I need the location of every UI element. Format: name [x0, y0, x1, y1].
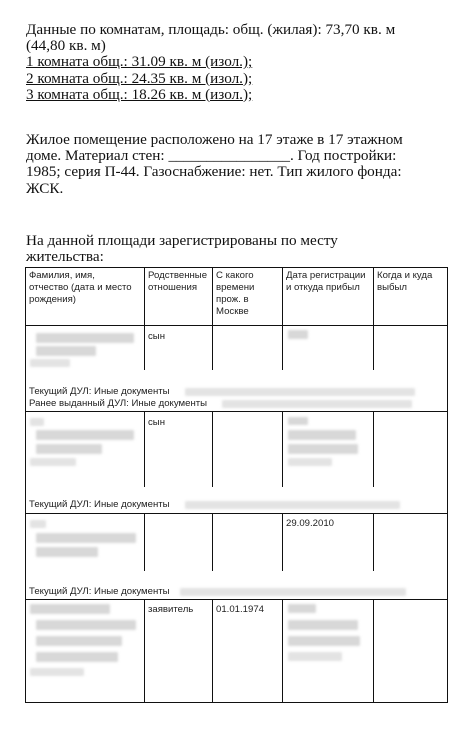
redacted-name — [36, 533, 136, 543]
building-line3: 1985; серия П-44. Газоснабжение: нет. Тип жилого фонда: — [26, 163, 402, 181]
row4-relation: заявитель — [148, 604, 194, 615]
redacted-reg — [288, 330, 308, 339]
redacted-reg — [288, 430, 356, 440]
row1-doc-current: Текущий ДУЛ: Иные документы — [29, 386, 170, 397]
redacted-reg — [288, 636, 360, 646]
header-relation: Родственные отношения — [148, 270, 208, 293]
row1-relation: сын — [148, 331, 165, 342]
room-1-area: 1 комната общ.: 31.09 кв. м (изол.); — [26, 53, 253, 71]
row3-doc-current: Текущий ДУЛ: Иные документы — [29, 586, 170, 597]
redacted-doc — [185, 388, 415, 396]
redacted-doc — [222, 400, 412, 408]
redacted-name — [30, 520, 46, 528]
redacted-name — [30, 359, 70, 367]
redacted-reg — [288, 620, 358, 630]
redacted-reg — [288, 417, 308, 425]
redacted-name — [36, 430, 134, 440]
redacted-name — [36, 620, 136, 630]
building-line2: доме. Материал стен: ________________. Год постройки: — [26, 147, 397, 165]
redacted-reg — [288, 652, 342, 661]
redacted-name — [30, 418, 44, 426]
redacted-name — [36, 444, 102, 454]
registered-line1: На данной площади зарегистрированы по месту — [26, 232, 338, 249]
row4-since: 01.01.1974 — [216, 604, 265, 615]
redacted-name — [36, 346, 96, 356]
header-reg-date: Дата регистрации и откуда прибыл — [286, 270, 366, 293]
redacted-reg — [288, 604, 316, 613]
building-line4: ЖСК. — [26, 179, 64, 197]
redacted-doc — [185, 501, 400, 509]
row2-doc-current: Текущий ДУЛ: Иные документы — [29, 499, 170, 510]
redacted-name — [30, 604, 110, 614]
redacted-name — [30, 668, 84, 676]
building-line1: Жилое помещение расположено на 17 этаже в 17 этажном — [26, 131, 403, 148]
room-2-area: 2 комната общ.: 24.35 кв. м (изол.); — [26, 69, 253, 87]
redacted-name — [36, 636, 122, 646]
redacted-name — [36, 547, 98, 557]
registered-line2: жительства: — [26, 248, 104, 266]
row3-reg-date: 29.09.2010 — [286, 518, 335, 529]
redacted-reg — [288, 444, 358, 454]
rooms-heading-line1: Данные по комнатам, площадь: общ. (жилая): 73,70 кв. м — [26, 21, 396, 38]
redacted-name — [36, 652, 118, 662]
redacted-reg — [288, 458, 332, 466]
redacted-doc — [180, 588, 406, 596]
row2-relation: сын — [148, 417, 165, 428]
header-since: С какого времени прож. в Москве — [216, 270, 255, 317]
redacted-name — [30, 458, 76, 466]
header-left: Когда и куда выбыл — [377, 270, 433, 293]
room-3-area: 3 комната общ.: 18.26 кв. м (изол.); — [26, 85, 253, 103]
rooms-heading-line2: (44,80 кв. м) — [26, 37, 106, 55]
row1-doc-previous: Ранее выданный ДУЛ: Иные документы — [29, 398, 208, 409]
header-name: Фамилия, имя, отчество (дата и место рождения) — [29, 270, 132, 305]
redacted-name — [36, 333, 134, 343]
